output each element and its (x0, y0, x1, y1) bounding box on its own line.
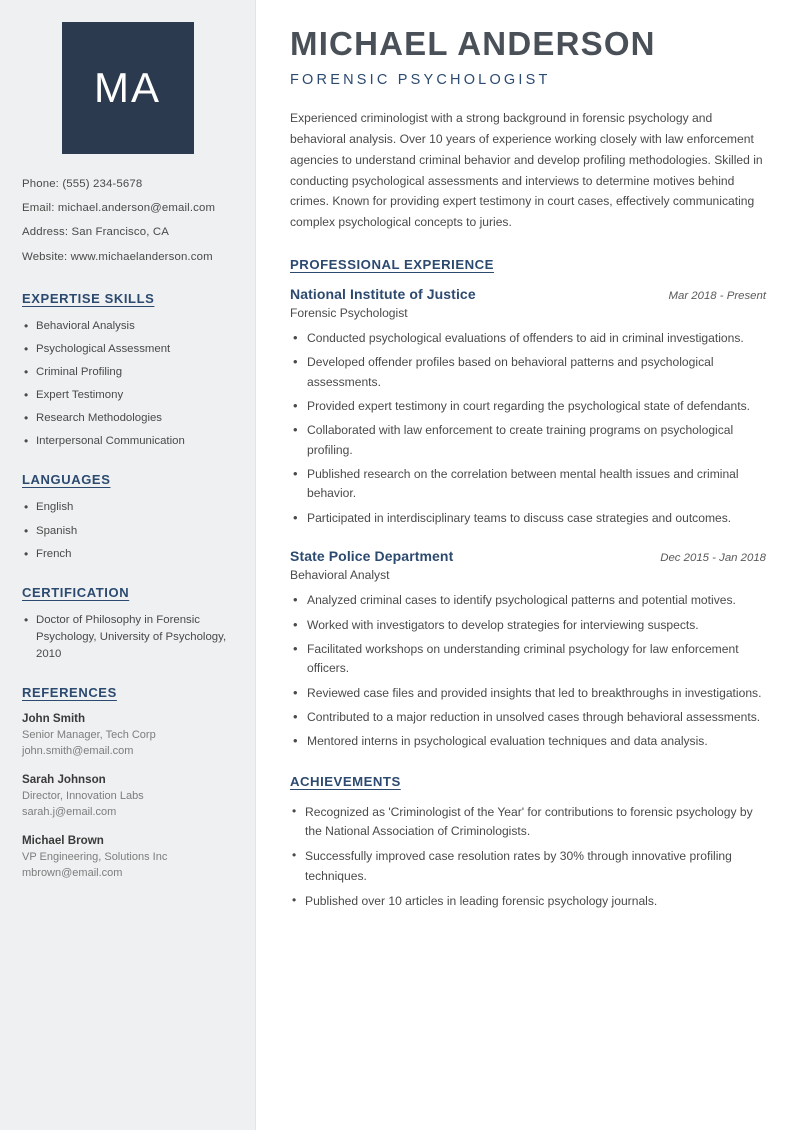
list-item (22, 773, 233, 821)
list-item: • Published research on the correlation between mental health issues and criminal behavior. (290, 465, 766, 504)
responsibility-list (290, 591, 766, 751)
list-item (22, 712, 233, 760)
achievements-list (290, 803, 766, 912)
job-role-subtitle: FORENSIC PSYCHOLOGIST (290, 72, 551, 89)
list-item: • Recognized as 'Criminologist of the Year' for contributions to forensic psychology by the National Association of Criminologists. (290, 803, 766, 842)
list-item: • Doctor of Philosophy in Forensic Psychology, University of Psychology, 2010 (22, 612, 233, 663)
employment-dates: Mar 2018 - Present (668, 290, 766, 303)
reference-email: sarah.j@email.com (22, 805, 117, 818)
list-item: • Behavioral Analysis (22, 318, 233, 335)
list-item: • Worked with investigators to develop strategies for interviewing suspects. (290, 616, 766, 635)
main-content (256, 0, 800, 1130)
list-item: • Expert Testimony (22, 387, 233, 404)
reference-name: Sarah Johnson (22, 772, 106, 786)
list-item: • Interpersonal Communication (22, 433, 233, 450)
list-item: • Research Methodologies (22, 410, 233, 427)
experience-entry-1 (290, 286, 766, 528)
reference-email: mbrown@email.com (22, 866, 123, 879)
avatar-container (22, 22, 233, 154)
reference-role: Director, Innovation Labs (22, 789, 144, 802)
position-title: Forensic Psychologist (290, 306, 408, 321)
responsibility-list (290, 329, 766, 528)
list-item: • French (22, 546, 233, 563)
reference-email: john.smith@email.com (22, 745, 134, 757)
contact-website: Website: www.michaelanderson.com (22, 250, 213, 263)
company-name: State Police Department (290, 548, 454, 565)
list-item: • Criminal Profiling (22, 364, 233, 381)
professional-experience-heading: PROFESSIONAL EXPERIENCE (290, 257, 494, 273)
reference-name: John Smith (22, 712, 86, 726)
expertise-skills-heading: EXPERTISE SKILLS (22, 290, 155, 306)
expertise-skills-list (22, 318, 233, 451)
list-item: • Analyzed criminal cases to identify psychological patterns and potential motives. (290, 591, 766, 610)
avatar: MA (62, 22, 194, 154)
experience-header (290, 548, 766, 564)
achievements-section (290, 774, 766, 912)
certification-section (22, 585, 233, 663)
list-item: • Psychological Assessment (22, 341, 233, 358)
professional-summary: Experienced criminologist with a strong background in forensic psychology and behavioral analysis. Over 10 years of experience working closely with law enforcement agencies to understand criminal behavior and develop profiling methodologies. Skilled in conducting psychological assessments and interviews to determine motives behind crimes. Known for providing expert testimony in court cases, effectively communicating complex psychological concepts to juries. (290, 111, 763, 230)
achievements-heading: ACHIEVEMENTS (290, 773, 401, 789)
languages-list (22, 499, 233, 562)
list-item: • Developed offender profiles based on behavioral patterns and psychological assessments. (290, 353, 766, 392)
contact-email: Email: michael.anderson@email.com (22, 202, 216, 215)
list-item: • English (22, 499, 233, 516)
list-item: • Conducted psychological evaluations of offenders to aid in criminal investigations. (290, 329, 766, 348)
contact-phone: Phone: (555) 234-5678 (22, 178, 143, 190)
certification-heading: CERTIFICATION (22, 584, 130, 600)
list-item (22, 834, 233, 882)
list-item: • Mentored interns in psychological evaluation techniques and data analysis. (290, 732, 766, 751)
expertise-skills-section (22, 291, 233, 451)
references-heading: REFERENCES (22, 685, 117, 701)
sidebar (0, 0, 256, 1130)
contact-address: Address: San Francisco, CA (22, 226, 169, 239)
languages-heading: LANGUAGES (22, 472, 111, 488)
certification-list (22, 612, 233, 663)
list-item: • Contributed to a major reduction in unsolved cases through behavioral assessments. (290, 708, 766, 727)
experience-entry-2 (290, 548, 766, 751)
list-item: • Provided expert testimony in court regarding the psychological state of defendants. (290, 397, 766, 416)
reference-role: Senior Manager, Tech Corp (22, 729, 156, 742)
reference-role: VP Engineering, Solutions Inc (22, 850, 168, 863)
contact-list (22, 176, 233, 265)
page-title: MICHAEL ANDERSON (290, 25, 656, 62)
list-item: • Published over 10 articles in leading forensic psychology journals. (290, 892, 766, 911)
references-section (22, 685, 233, 882)
reference-name: Michael Brown (22, 833, 104, 847)
list-item: • Spanish (22, 523, 233, 540)
list-item: • Collaborated with law enforcement to create training programs on psychological profiling. (290, 421, 766, 460)
position-title: Behavioral Analyst (290, 568, 390, 583)
list-item: • Successfully improved case resolution rates by 30% through innovative profiling techniques. (290, 847, 766, 886)
experience-header (290, 286, 766, 302)
languages-section (22, 472, 233, 562)
list-item: • Reviewed case files and provided insights that led to breakthroughs in investigations. (290, 684, 766, 703)
employment-dates: Dec 2015 - Jan 2018 (660, 552, 766, 565)
list-item: • Participated in interdisciplinary teams to discuss case strategies and outcomes. (290, 509, 766, 528)
list-item: • Facilitated workshops on understanding criminal psychology for law enforcement officers. (290, 640, 766, 679)
company-name: National Institute of Justice (290, 286, 476, 303)
